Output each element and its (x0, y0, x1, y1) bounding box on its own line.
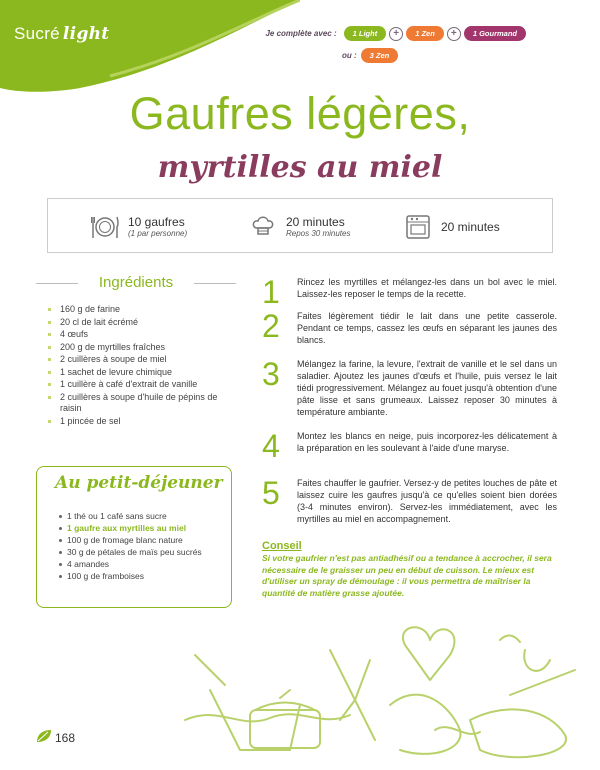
plus-icon: + (447, 27, 461, 41)
prep-value: 20 minutes (286, 215, 345, 229)
pill-light: 1 Light (344, 26, 387, 41)
pill-zen: 1 Zen (406, 26, 444, 41)
brand-accent: light (62, 24, 110, 44)
step-2 (262, 310, 557, 346)
list-item: 2 cuillères à soupe d'huile de pépins de raisin (48, 392, 230, 415)
list-item: 1 sachet de levure chimique (48, 367, 230, 379)
step-number: 3 (262, 356, 280, 392)
breakfast-heading: Au petit-déjeuner (55, 473, 223, 493)
servings-value: 10 gaufres (128, 215, 185, 229)
step-text: Faites légèrement tiédir le lait dans une petite casserole. Pendant ce temps, cassez les œufs en séparant les jaunes des blancs. (297, 311, 557, 345)
list-item: 20 cl de lait écrémé (48, 317, 230, 329)
step-text: Rincez les myrtilles et mélangez-les dans un bol avec le miel. Laissez-les reposer le temps de la recette. (297, 277, 557, 299)
header-banner (0, 0, 300, 95)
step-1 (262, 276, 557, 308)
list-item: 4 œufs (48, 329, 230, 341)
list-item-highlight: 1 gaufre aux myrtilles au miel (59, 523, 227, 534)
step-4 (262, 430, 557, 462)
recipe-title: Gaufres légères, (129, 88, 471, 139)
list-item: 30 g de pétales de maïs peu sucrés (59, 547, 227, 558)
cook-info (403, 199, 500, 254)
pill-gourmand: 1 Gourmand (464, 26, 526, 41)
list-item: 200 g de myrtilles fraîches (48, 342, 230, 354)
list-item: 4 amandes (59, 559, 227, 570)
pill-zen-alt: 3 Zen (361, 48, 399, 63)
step-3 (262, 358, 557, 418)
or-row (342, 48, 398, 63)
tip-box (262, 540, 557, 599)
list-item: 100 g de framboises (59, 571, 227, 582)
list-item: 100 g de fromage blanc nature (59, 535, 227, 546)
breakfast-list (59, 511, 227, 583)
list-item: 160 g de farine (48, 304, 230, 316)
step-text: Montez les blancs en neige, puis incorporez-les délicatement à la préparation en les soulevant à l'aide d'une maryse. (297, 431, 557, 453)
step-text: Faites chauffer le gaufrier. Versez-y de petites louches de pâte et laissez cuire les gaufres jusqu'à ce qu'elles soient bien dorées (3-4 minutes environ). Servez-les immédiatement, avec les myrtilles au miel en accompagnement. (297, 478, 557, 524)
rest-value: Repos 30 minutes (286, 229, 351, 238)
kitchen-illustration (180, 610, 580, 770)
step-number: 2 (262, 308, 280, 344)
step-text: Mélangez la farine, la levure, l'extrait de vanille et le sel dans un saladier. Ajoutez les jaunes d'œufs et l'huile, puis versez le lait tiédi progressivement. Mélangez au fouet jusqu'à obtention d'une pâte lisse et sans grumeaux. Laissez reposer 30 minutes à température ambiante. (297, 359, 557, 417)
recipe-subtitle: myrtilles au miel (157, 150, 443, 185)
tip-text: Si votre gaufrier n'est pas antiadhésif ou a tendance à accrocher, il sera nécessaire de le graisser un peu en début de cuisson. Le mieux est d'utiliser un spray de démoulage : il vous permettra de maîtriser la quantité de matière grasse ajoutée. (262, 553, 552, 598)
servings-info (90, 199, 187, 254)
step-number: 4 (262, 428, 280, 464)
ingredients-heading: Ingrédients (36, 274, 236, 291)
leaf-icon (36, 729, 52, 743)
page-number: 168 (55, 731, 76, 745)
list-item: 1 pincée de sel (48, 416, 230, 428)
chef-hat-icon (248, 212, 278, 242)
servings-note: (1 par personne) (128, 229, 188, 238)
plate-icon (90, 212, 120, 242)
list-item: 1 thé ou 1 café sans sucre (59, 511, 227, 522)
or-label: ou : (342, 51, 357, 60)
prep-info (248, 199, 350, 254)
completion-row (265, 26, 526, 41)
plus-icon: + (389, 27, 403, 41)
list-item: 2 cuillères à soupe de miel (48, 354, 230, 366)
ingredients-list (48, 304, 230, 428)
completion-label: Je complète avec : (265, 29, 337, 38)
info-box (47, 198, 553, 253)
cook-value: 20 minutes (441, 219, 500, 234)
step-number: 1 (262, 274, 280, 310)
brand-label: Sucré light (14, 24, 110, 44)
breakfast-box (36, 466, 232, 608)
step-number: 5 (262, 475, 280, 511)
step-5 (262, 477, 557, 525)
tip-heading: Conseil (262, 540, 302, 552)
oven-icon (403, 212, 433, 242)
list-item: 1 cuillère à café d'extrait de vanille (48, 379, 230, 391)
